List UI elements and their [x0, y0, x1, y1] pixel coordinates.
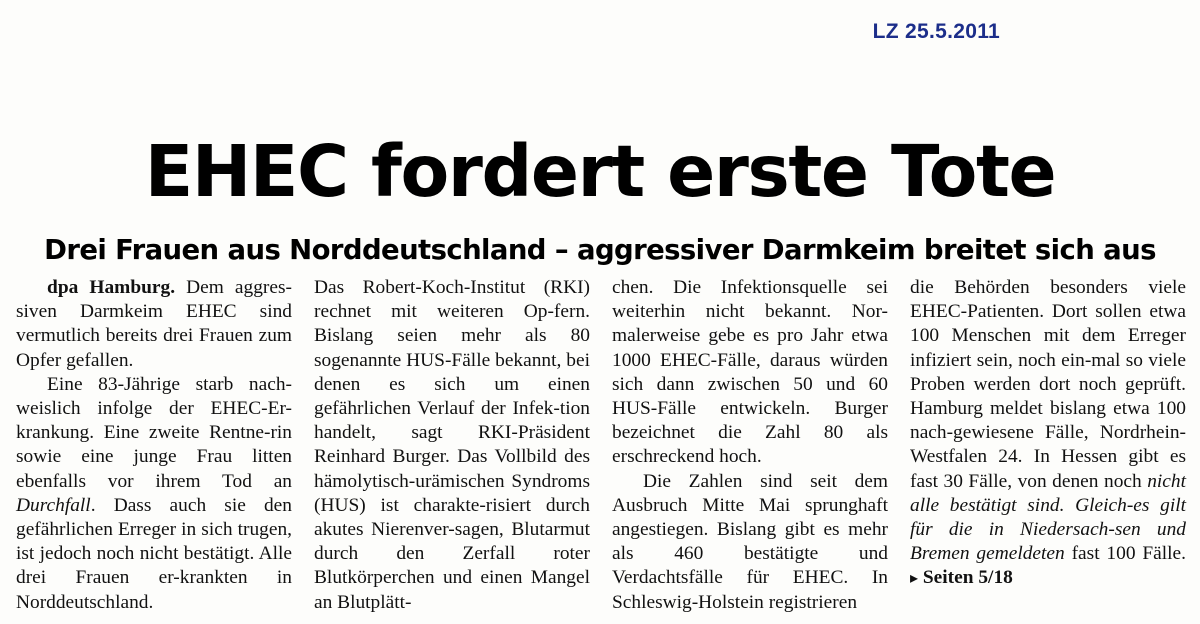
paragraph: chen. Die Infektionsquelle sei weiterhin nicht bekannt. Nor-malerweise gebe es pro Jahr etwa 1000 EHEC-Fälle, daraus würden sich dann zwischen 50 und 60 HUS-Fälle entwickeln. Burger bezeichnet die Zahl 80 als erschreckend hoch.	[612, 277, 888, 468]
emphasis-durchfall: Durchfall	[16, 494, 91, 516]
paragraph-text-a: Eine 83-Jährige starb nach-weislich infolge der EHEC-Er-krankung. Eine zweite Rentne-rin sowie eine junge Frau litten ebenfalls vor ihrem Tod an	[16, 373, 292, 492]
page-title: EHEC fordert erste Tote	[144, 129, 1056, 213]
paragraph: Die Zahlen sind seit dem Ausbruch Mitte Mai sprunghaft angestiegen. Bislang gibt es mehr als 460 bestätigte und Verdachtsfälle für EHEC. In Schleswig-Holstein registrieren	[612, 470, 888, 613]
source-stamp: LZ 25.5.2011	[872, 20, 1000, 43]
paragraph	[16, 373, 292, 615]
article-column-2	[314, 276, 590, 618]
paragraph	[910, 276, 1186, 592]
paragraph-text-b: . Dass auch sie den gefährlichen Erreger in sich trugen, ist jedoch noch nicht bestätigt. Alle drei Frauen er-krankten in Norddeutschland.	[16, 494, 292, 613]
paragraph-text-a: die Behörden besonders viele EHEC-Patienten. Dort sollen etwa 100 Menschen mit dem Erreger infiziert sein, noch ein-mal so viele Proben werden dort noch geprüft. Hamburg meldet bislang etwa 100 nach-gewiesene Fälle, Nordrhein-Westfalen 24. In Hessen gibt es fast 30 Fälle, von denen noch	[910, 277, 1186, 492]
paragraph: Das Robert-Koch-Institut (RKI) rechnet mit weiteren Op-fern. Bislang seien mehr als 80 sogenannte HUS-Fälle bekannt, bei denen es sich um einen gefährlichen Verlauf der Infek-tion handelt, sagt RKI-Präsident Reinhard Burger. Das Vollbild des hämolytisch-urämischen Syndroms (HUS) ist charakte-risiert durch akutes Nierenver-sagen, Blutarmut durch den Zerfall roter Blutkörperchen und einen Mangel an Blutplätt-	[314, 277, 590, 613]
arrow-icon: ▸	[910, 570, 919, 588]
byline-agency: dpa	[47, 277, 79, 298]
paragraph-text-b: fast 100 Fälle.	[1064, 543, 1186, 565]
page-reference	[910, 567, 1013, 588]
byline-place: Hamburg.	[89, 277, 176, 298]
emphasis-unconfirmed-cases: nicht alle bestätigt sind. Gleich-es gilt für die in Niedersach-sen und Bremen gemeldeten	[910, 470, 1186, 565]
lead-paragraph-text: Dem aggres-siven Darmkeim EHEC sind vermutlich bereits drei Frauen zum Opfer gefallen.	[16, 277, 292, 371]
subheadline: Drei Frauen aus Norddeutschland – aggressiver Darmkeim breitet sich aus	[44, 233, 1156, 266]
article-column-3	[612, 276, 888, 618]
article-body	[16, 276, 1186, 618]
article-column-1	[16, 276, 292, 618]
article-column-4	[910, 276, 1186, 618]
page-reference-label: Seiten 5/18	[922, 567, 1013, 589]
lead-paragraph	[16, 276, 292, 373]
